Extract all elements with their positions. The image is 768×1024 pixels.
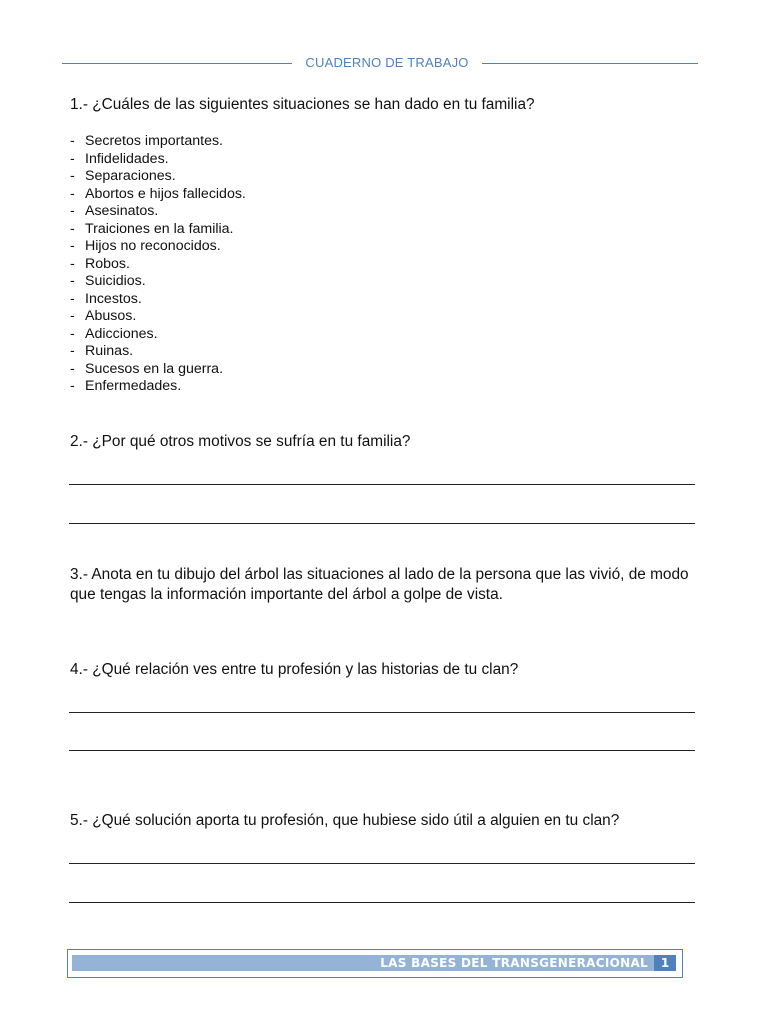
list-item [70, 256, 246, 274]
list-item-text: Infidelidades. [85, 150, 169, 167]
list-dash: - [70, 343, 75, 359]
header-rule-right [482, 63, 698, 64]
list-dash: - [70, 133, 75, 149]
list-item-text: Secretos importantes. [85, 133, 223, 149]
list-dash: - [70, 325, 75, 342]
question-4: 4.- ¿Qué relación ves entre tu profesión y las historias de tu clan? [70, 661, 519, 678]
list-dash: - [70, 290, 75, 307]
list-item [70, 133, 246, 151]
header-title: CUADERNO DE TRABAJO [305, 55, 469, 70]
list-item [70, 238, 246, 256]
page-footer [67, 949, 683, 978]
situations-list [70, 133, 246, 396]
list-item [70, 168, 246, 186]
answer-line[interactable] [69, 863, 695, 864]
list-item [70, 343, 246, 361]
answer-line[interactable] [69, 750, 695, 751]
list-item [70, 151, 246, 169]
list-item [70, 361, 246, 379]
header-rule-left [62, 63, 292, 64]
list-item-text: Separaciones. [85, 168, 176, 184]
list-dash: - [70, 238, 75, 254]
list-dash: - [70, 360, 75, 377]
list-item [70, 186, 246, 204]
list-item [70, 203, 246, 221]
page-header [62, 54, 698, 74]
answer-line[interactable] [69, 523, 695, 524]
list-dash: - [70, 150, 75, 167]
question-3: 3.- Anota en tu dibujo del árbol las situaciones al lado de la persona que las vivió, de modo que tengas la información importante del árbol a golpe de vista. [70, 566, 689, 603]
list-dash: - [70, 273, 75, 289]
list-dash: - [70, 185, 75, 202]
list-item-text: Incestos. [85, 290, 142, 307]
answer-line[interactable] [69, 712, 695, 713]
list-item-text: Traiciones en la familia. [85, 220, 234, 237]
list-dash: - [70, 168, 75, 184]
answer-line[interactable] [69, 484, 695, 485]
answer-line[interactable] [69, 902, 695, 903]
list-item [70, 378, 246, 396]
list-item-text: Enfermedades. [85, 378, 182, 394]
list-item-text: Abusos. [85, 308, 137, 324]
list-item-text: Asesinatos. [85, 203, 159, 219]
list-item [70, 326, 246, 344]
page-number: 1 [654, 955, 676, 971]
list-dash: - [70, 203, 75, 219]
list-item-text: Suicidios. [85, 273, 146, 289]
list-item [70, 273, 246, 291]
list-item-text: Abortos e hijos fallecidos. [85, 185, 246, 202]
list-item [70, 291, 246, 309]
footer-label: LAS BASES DEL TRANSGENERACIONAL [380, 956, 648, 970]
list-dash: - [70, 220, 75, 237]
list-item [70, 221, 246, 239]
question-1: 1.- ¿Cuáles de las siguientes situaciones se han dado en tu familia? [70, 96, 535, 113]
list-item-text: Sucesos en la guerra. [85, 360, 224, 377]
footer-bar [72, 955, 654, 971]
list-item-text: Hijos no reconocidos. [85, 238, 221, 254]
list-item-text: Ruinas. [85, 343, 134, 359]
question-5: 5.- ¿Qué solución aporta tu profesión, que hubiese sido útil a alguien en tu clan? [70, 812, 620, 829]
list-dash: - [70, 255, 75, 272]
list-item [70, 308, 246, 326]
question-2: 2.- ¿Por qué otros motivos se sufría en tu familia? [70, 433, 411, 450]
list-item-text: Adicciones. [85, 325, 158, 342]
list-dash: - [70, 378, 75, 394]
list-item-text: Robos. [85, 255, 130, 272]
list-dash: - [70, 308, 75, 324]
